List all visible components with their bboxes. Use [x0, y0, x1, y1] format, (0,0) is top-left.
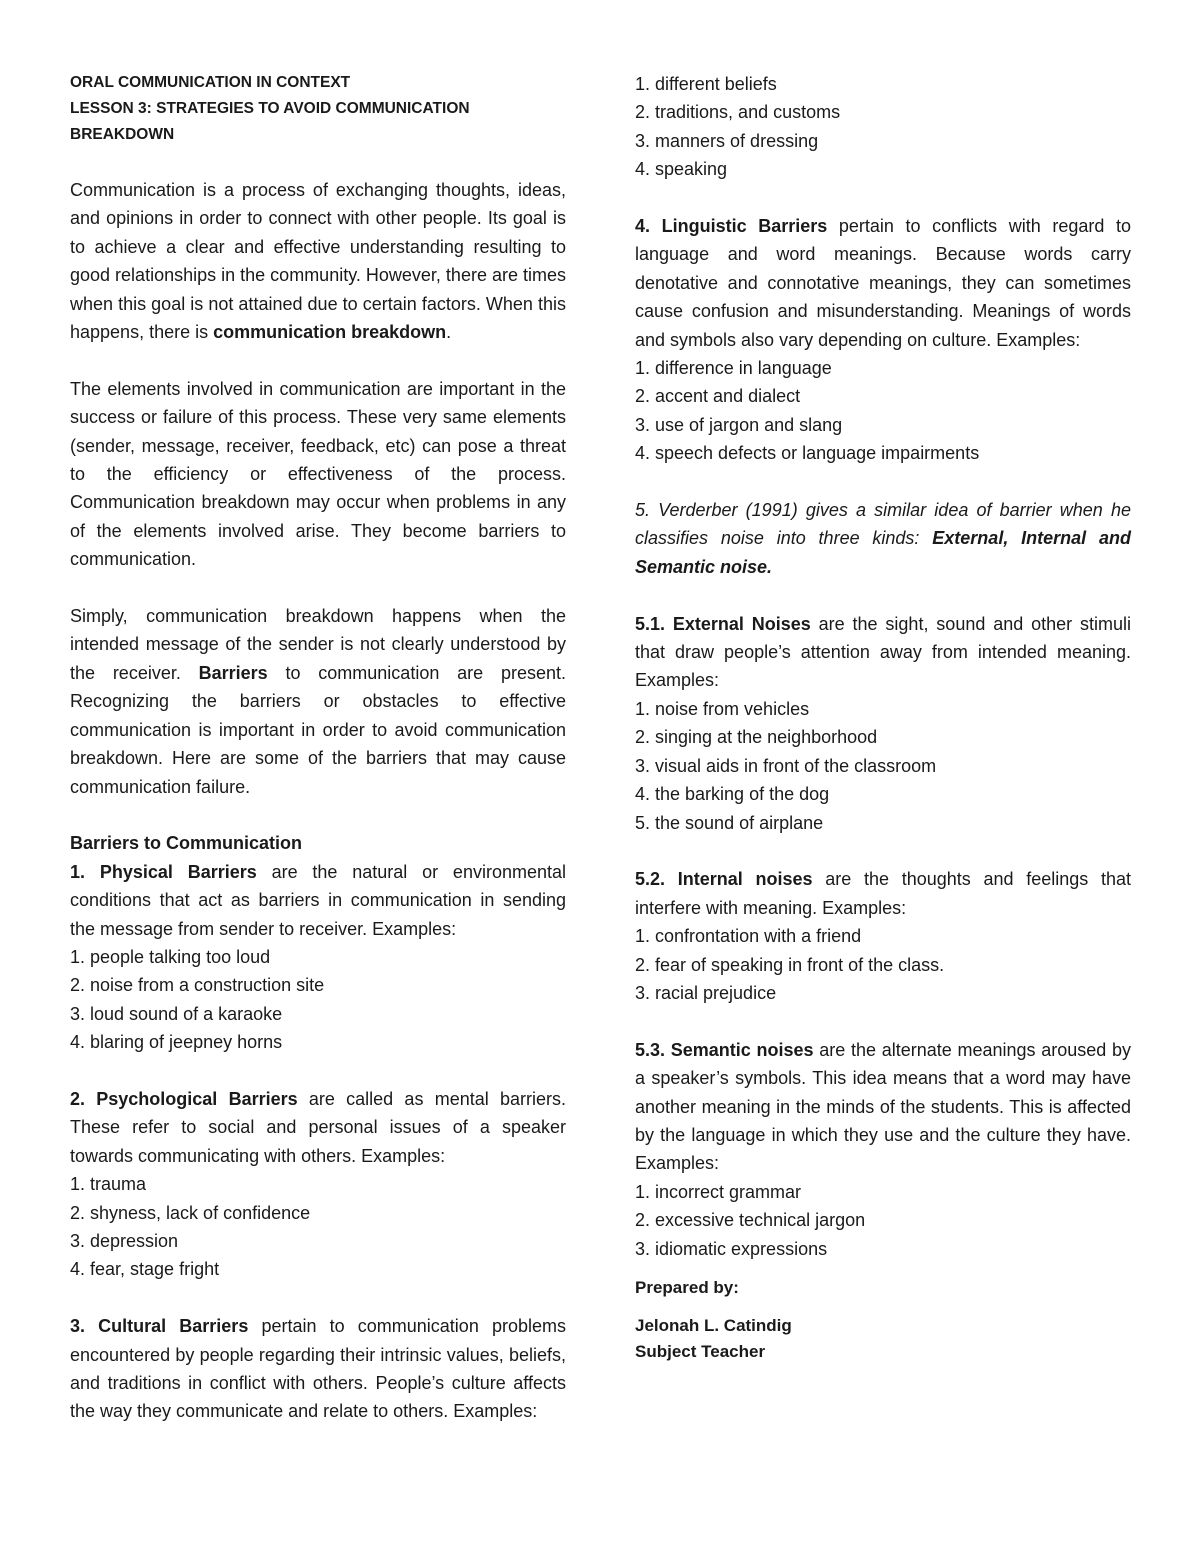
list-item: 4. fear, stage fright [70, 1259, 220, 1280]
linguistic-barriers-list [635, 354, 1131, 468]
list-item: 4. the barking of the dog [635, 784, 830, 805]
semantic-noises-paragraph: 5.3. Semantic noises are the alternate meanings aroused by a speaker’s symbols. This idea means that a word may have another meaning in the minds of the students. This is affected by the language in which they use and the culture they have. Examples: [635, 1039, 1131, 1174]
linguistic-barriers-paragraph: 4. Linguistic Barriers pertain to conflicts with regard to language and word meanings. Because words carry denotative and connotative meanings, they can sometimes cause confusion and misunderstanding. Meanings of words and symbols also vary depending on culture. Examples: [635, 216, 1131, 350]
external-noises-list [635, 695, 1131, 837]
intro-paragraph-1: Communication is a process of exchanging thoughts, ideas, and opinions in order to connect with other people. Its goal is to achieve a clear and effective understanding resulting to good relationships in the community. However, there are times when this goal is not attained due to certain factors. When this happens, there is communication breakdown. [70, 180, 566, 343]
psychological-barriers-list [70, 1170, 566, 1284]
intro-paragraph-2: The elements involved in communication are important in the success or failure of this process. These very same elements (sender, message, receiver, feedback, etc) can pose a threat to the efficiency or effectiveness of the process. Communication breakdown may occur when problems in any of the elements involved arise. They become barriers to communication. [70, 378, 566, 570]
list-item: 2. shyness, lack of confidence [70, 1202, 311, 1223]
physical-barriers-paragraph: 1. Physical Barriers are the natural or environmental conditions that act as barriers in communication in sending the message from sender to receiver. Examples: [70, 861, 566, 939]
list-item: 1. people talking too loud [70, 946, 271, 967]
list-item: 1. confrontation with a friend [635, 926, 862, 947]
left-column [70, 70, 566, 1426]
list-item: 2. fear of speaking in front of the class. [635, 954, 945, 975]
prepared-by-label: Prepared by: [635, 1277, 739, 1297]
list-item: 3. racial prejudice [635, 982, 777, 1003]
list-item: 1. trauma [70, 1174, 147, 1195]
list-item: 2. traditions, and customs [635, 102, 841, 123]
cultural-barriers-paragraph: 3. Cultural Barriers pertain to communication problems encountered by people regarding their intrinsic values, beliefs, and traditions in conflict with others. People’s culture affects the way they communicate and relate to others. Examples: [70, 1316, 566, 1422]
list-item: 2. excessive technical jargon [635, 1210, 866, 1231]
list-item: 1. incorrect grammar [635, 1181, 802, 1202]
verderber-paragraph: 5. Verderber (1991) gives a similar idea of barrier when he classifies noise into three kinds: External, Internal and Semantic noise. [635, 500, 1131, 577]
right-column [635, 70, 1131, 1365]
cultural-barriers-list [635, 70, 1131, 184]
list-item: 5. the sound of airplane [635, 812, 824, 833]
list-item: 1. different beliefs [635, 74, 777, 94]
list-item: 2. accent and dialect [635, 386, 801, 407]
psychological-barriers-paragraph: 2. Psychological Barriers are called as mental barriers. These refer to social and personal issues of a speaker towards communicating with others. Examples: [70, 1088, 566, 1166]
list-item: 1. difference in language [635, 358, 832, 379]
intro-paragraph-3: Simply, communication breakdown happens when the intended message of the sender is not clearly understood by the receiver. Barriers to communication are present. Recognizing the barriers or obstacles to effective communication is important in order to avoid communication breakdown. Here are some of the barriers that may cause communication failure. [70, 606, 566, 797]
list-item: 3. loud sound of a karaoke [70, 1003, 283, 1024]
external-noises-paragraph: 5.1. External Noises are the sight, sound and other stimuli that draw people’s attention away from intended meaning. Examples: [635, 613, 1131, 691]
document-title: ORAL COMMUNICATION IN CONTEXT [70, 74, 351, 91]
teacher-role: Subject Teacher [635, 1341, 766, 1361]
list-item: 4. speech defects or language impairments [635, 443, 980, 464]
list-item: 3. manners of dressing [635, 130, 819, 151]
barriers-heading: Barriers to Communication [70, 833, 303, 854]
list-item: 1. noise from vehicles [635, 698, 810, 719]
list-item: 3. visual aids in front of the classroom [635, 755, 937, 776]
list-item: 3. depression [70, 1230, 179, 1251]
list-item: 3. use of jargon and slang [635, 414, 843, 435]
list-item: 2. noise from a construction site [70, 975, 325, 996]
teacher-name: Jelonah L. Catindig [635, 1315, 792, 1335]
lesson-title: LESSON 3: STRATEGIES TO AVOID COMMUNICATION BREAKDOWN [70, 100, 470, 143]
semantic-noises-list [635, 1178, 1131, 1263]
list-item: 3. idiomatic expressions [635, 1238, 828, 1259]
internal-noises-paragraph: 5.2. Internal noises are the thoughts and feelings that interfere with meaning. Examples: [635, 869, 1131, 918]
list-item: 2. singing at the neighborhood [635, 727, 878, 748]
list-item: 4. blaring of jeepney horns [70, 1032, 283, 1053]
internal-noises-list [635, 922, 1131, 1007]
list-item: 4. speaking [635, 159, 728, 180]
physical-barriers-list [70, 943, 566, 1057]
